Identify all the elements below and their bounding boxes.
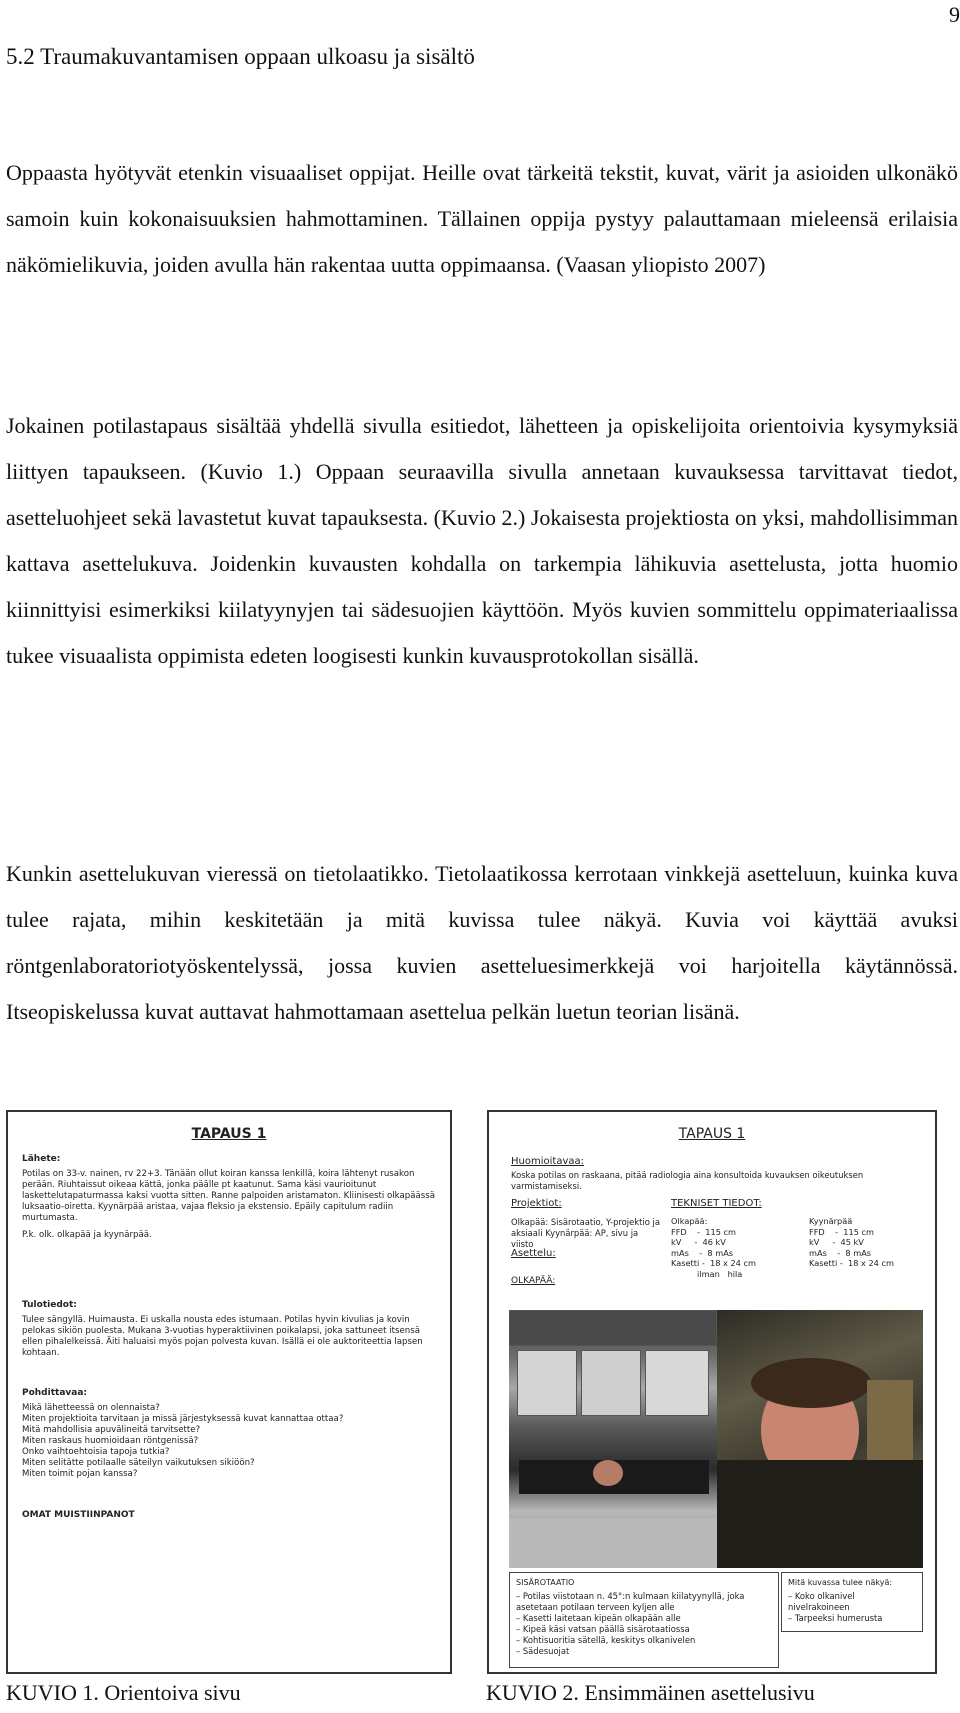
referral-section <box>22 1154 438 1241</box>
question-item: Miten projektioita tarvitaan ja missä järjestyksessä kuvat kannattaa ottaa? <box>22 1414 344 1424</box>
section-heading: Tulotiedot: <box>22 1300 77 1310</box>
section-heading: Asettelu: <box>511 1248 556 1259</box>
figure-orientation-page <box>6 1110 452 1674</box>
info-box-positioning <box>509 1572 779 1668</box>
info-item: – Kohtisuoritia sätellä, keskitys olkanivelen <box>516 1635 696 1645</box>
notes-heading: OMAT MUISTIINPANOT <box>22 1510 135 1520</box>
info-item: – Kasetti laitetaan kipeän olkapään alle <box>516 1613 681 1623</box>
referral-text: Potilas on 33-v. nainen, rv 22+3. Tänään ollut koiran kanssa lenkillä, koira lähtenyt rusakon perään. Riuhtaissut oikeaa kättä, jonka päälle pt kaatunut. Sama käsi vaurioitunut laskettelutapaturmassa kaksi vuotta sitten. Ranne palpoiden aristamaton. Kliinisesti olkapäässä luksaatio-oiretta. Kyynärpää aristaa, vajaa fleksio ja ekstensio. Epäily capitulum radiin murtumasta. <box>22 1169 435 1223</box>
question-item: Onko vaihtoehtoisia tapoja tutkia? <box>22 1447 170 1457</box>
tech-table-elbow <box>809 1216 894 1269</box>
projections-text: Olkapää: Sisärotaatio, Y-projektio ja aksiaali Kyynärpää: AP, sivu ja viisto <box>511 1217 660 1249</box>
tech-row: Olkapää: <box>671 1216 708 1226</box>
tech-row: ilman hila <box>671 1268 743 1279</box>
info-item: – Potilas viistotaan n. 45°:n kulmaan kiilatyynyllä, joka asetetaan potilaan terveen kyljen alle <box>516 1591 745 1612</box>
tech-row: Kyynärpää <box>809 1216 853 1226</box>
section-heading: Pohdittavaa: <box>22 1388 88 1398</box>
section-heading: OLKAPÄÄ: <box>511 1276 556 1286</box>
info-item: – Koko olkanivel nivelrakoineen <box>788 1591 855 1612</box>
question-item: Miten raskaus huomioidaan röntgenissä? <box>22 1436 199 1446</box>
tech-row: FFD - 115 cm <box>809 1226 875 1237</box>
question-item: Miten toimit pojan kanssa? <box>22 1469 138 1479</box>
tech-row: Kasetti - 18 x 24 cm <box>671 1258 756 1268</box>
question-item: Miten selitätte potilaalle säteilyn vaikutuksen sikiöön? <box>22 1458 255 1468</box>
questions-section <box>22 1388 438 1480</box>
tech-row: kV - 46 kV <box>671 1237 726 1247</box>
figure-title: TAPAUS 1 <box>678 1126 746 1142</box>
referral-request: P.k. olk. olkapää ja kyynärpää. <box>22 1230 152 1240</box>
info-item: – Sädesuojat <box>516 1646 570 1656</box>
paragraph: Oppaasta hyötyvät etenkin visuaaliset oppijat. Heille ovat tärkeitä tekstit, kuvat, värit ja asioiden ulkonäkö samoin kuin kokonaisuuksien hahmottaminen. Tällainen oppija pystyy palauttamaan mieleensä erilaisia näkömielikuvia, joiden avulla hän rakentaa uutta oppimaansa. (Vaasan yliopisto 2007) <box>6 160 958 277</box>
info-box-visible <box>781 1572 923 1632</box>
info-title: SISÄROTAATIO <box>516 1578 575 1587</box>
paragraph: Jokainen potilastapaus sisältää yhdellä sivulla esitiedot, lähetteen ja opiskelijoita orientoivia kysymyksiä liittyen tapaukseen. (Kuvio 1.) Oppaan seuraavilla sivulla annetaan kuvauksessa tarvittavat tiedot, asetteluohjeet sekä lavastetut kuvat tapauksesta. (Kuvio 2.) Jokaisesta projektiosta on yksi, mahdollisimman kattava asettelukuva. Joidenkin kuvausten kohdalla on tarkempia lähikuvia asettelusta, jotta huomio kiinnittyisi esimerkiksi kiilatyynyjen tai sädesuojien käyttöön. Myös kuvien sommittelu oppimateriaalissa tukee visuaalista oppimista edeten loogisesti kunkin kuvausprotokollan sisällä. <box>6 413 958 668</box>
paragraph: Kunkin asettelukuvan vieressä on tietolaatikko. Tietolaatikossa kerrotaan vinkkejä asetteluun, kuinka kuva tulee rajata, mihin keskitetään ja mitä kuvissa tulee näkyä. Kuvia voi käyttää avuksi röntgenlaboratoriotyöskentelyssä, jossa kuvien asetteluesimerkkejä voi harjoitella käytännössä. Itseopiskelussa kuvat auttavat hahmottamaan asettelua pelkän luetun teorian lisänä. <box>6 861 958 1024</box>
info-item: – Kipeä käsi vatsan päällä sisärotaatiossa <box>516 1624 690 1634</box>
figure-positioning-page <box>487 1110 937 1674</box>
tech-row: FFD - 115 cm <box>671 1226 737 1237</box>
notes-section <box>22 1510 438 1525</box>
section-heading: Lähete: <box>22 1154 61 1164</box>
positioning-photo <box>509 1310 717 1568</box>
info-item: – Tarpeeksi humerusta <box>788 1613 883 1623</box>
intake-text: Tulee sängyllä. Huimausta. Ei uskalla nousta edes istumaan. Potilas hyvin kivulias ja kovin pelokas sikiön puolesta. Mukana 3-vuotias hyperaktiivinen poikalapsi, joka sattuneet itsensä ellen pihalelkeissä. Äiti haluaisi myös pojan polvesta kuvan. Isällä ei ole auktoriteettia lapsen kohtaan. <box>22 1315 423 1358</box>
page-number: 9 <box>949 2 960 27</box>
positioning-closeup-photo <box>717 1310 923 1568</box>
section-heading: TEKNISET TIEDOT: <box>671 1198 762 1209</box>
intake-section <box>22 1300 438 1359</box>
tech-table-shoulder <box>671 1216 756 1279</box>
question-item: Mikä lähetteessä on olennaista? <box>22 1403 160 1413</box>
tech-row: mAs - 8 mAs <box>809 1247 872 1258</box>
figure-title: TAPAUS 1 <box>191 1126 267 1142</box>
section-heading: Huomioitavaa: <box>511 1156 584 1167</box>
section-title: 5.2 Traumakuvantamisen oppaan ulkoasu ja sisältö <box>6 44 475 69</box>
note-text: Koska potilas on raskaana, pitää radiologia aina konsultoida kuvauksen oikeutuksen varmistamiseksi. <box>511 1170 864 1191</box>
tech-row: Kasetti - 18 x 24 cm <box>809 1258 894 1268</box>
question-item: Mitä mahdollisia apuvälineitä tarvitsette? <box>22 1425 201 1435</box>
section-heading: Projektiot: <box>511 1198 562 1209</box>
tech-row: kV - 45 kV <box>809 1237 864 1247</box>
tech-row: mAs - 8 mAs <box>671 1247 734 1258</box>
figure-caption: KUVIO 2. Ensimmäinen asettelusivu <box>486 1680 815 1705</box>
info-title: Mitä kuvassa tulee näkyä: <box>788 1578 893 1587</box>
figure-caption: KUVIO 1. Orientoiva sivu <box>6 1680 241 1705</box>
